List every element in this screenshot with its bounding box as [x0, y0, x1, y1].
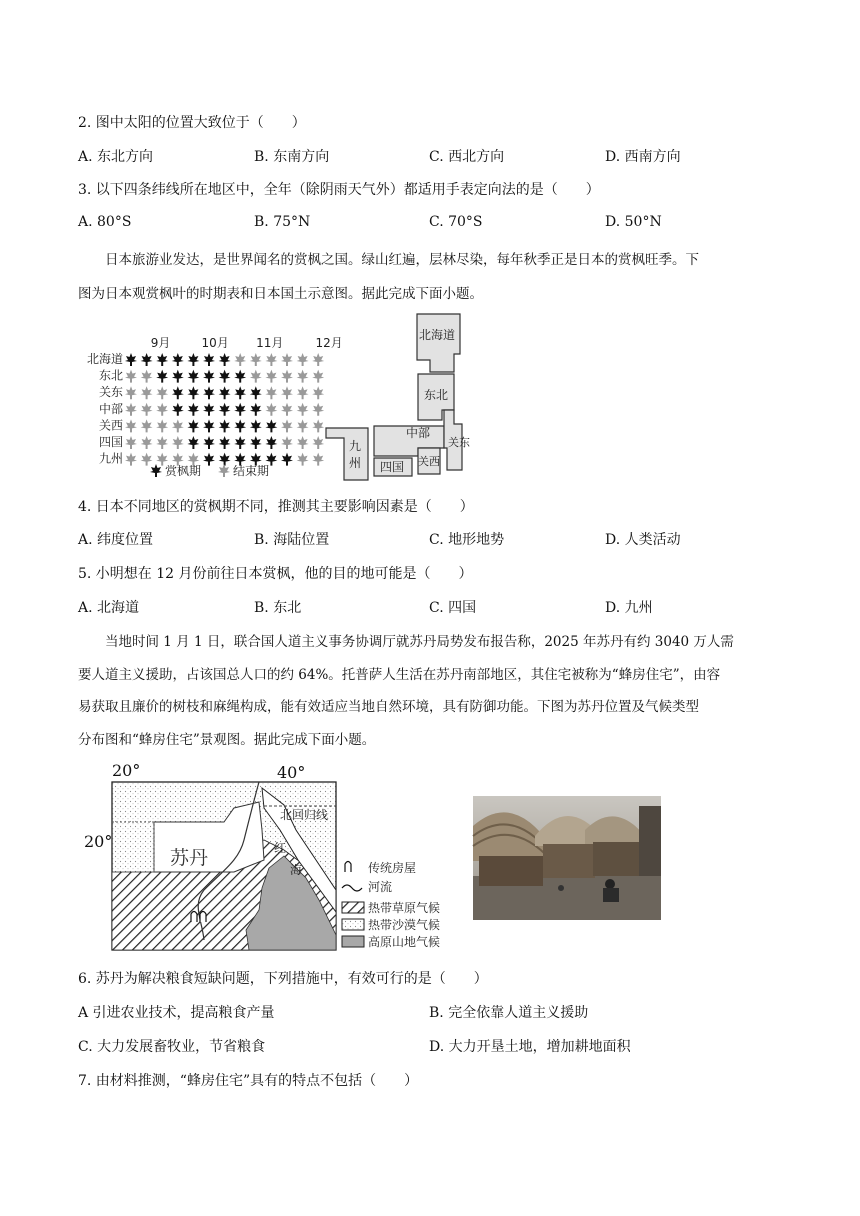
maple-leaf-peak	[265, 419, 277, 432]
region-label: 关东	[98, 385, 123, 400]
maple-leaf-end	[297, 370, 309, 383]
red-sea-label-2: 海	[290, 863, 303, 877]
maple-leaf-end	[265, 370, 277, 383]
maple-leaf-peak	[265, 436, 277, 449]
maple-leaf-end	[141, 386, 153, 399]
maple-leaf-end	[172, 419, 184, 432]
maple-leaf-peak	[234, 419, 246, 432]
maple-leaf-end	[156, 436, 168, 449]
maple-leaf-peak	[141, 353, 153, 366]
japan-map	[322, 310, 482, 486]
q4-option-c: C. 地形地势	[429, 532, 505, 548]
q2-option-d: D. 西南方向	[605, 149, 681, 165]
q5-option-a: A. 北海道	[78, 600, 140, 616]
maple-leaf-end	[265, 386, 277, 399]
maple-leaf-peak	[250, 386, 262, 399]
maple-leaf-peak	[250, 436, 262, 449]
maple-leaf-peak	[203, 403, 215, 416]
beehive-house-photo	[473, 796, 661, 920]
maple-leaf-peak	[219, 370, 231, 383]
map-label-kansai: 关西	[418, 455, 440, 468]
maple-leaf-peak	[187, 436, 199, 449]
q5-option-d: D. 九州	[605, 600, 653, 616]
legend-house-label: 传统房屋	[368, 861, 417, 875]
question-6-stem: 6. 苏丹为解决粮食短缺问题，下列措施中，有效可行的是（ ）	[78, 971, 488, 987]
month-label: 11月	[256, 336, 284, 350]
q3-option-d: D. 50°N	[605, 214, 662, 230]
maple-leaf-peak	[219, 436, 231, 449]
maple-leaf-end	[125, 436, 137, 449]
map-label-chubu: 中部	[406, 426, 431, 440]
japan-passage-line: 图为日本观赏枫叶的时期表和日本国土示意图。据此完成下面小题。	[78, 286, 483, 302]
maple-leaf-peak	[187, 353, 199, 366]
sudan-climate-map	[84, 760, 464, 956]
river-legend-icon	[342, 885, 362, 891]
map-label-kyushu-2: 州	[349, 456, 362, 470]
q3-option-b: B. 75°N	[254, 214, 311, 230]
maple-leaf-end	[156, 403, 168, 416]
sudan-passage	[78, 626, 780, 756]
maple-leaf-peak	[172, 403, 184, 416]
question-3-stem: 3. 以下四条纬线所在地区中，全年（除阴雨天气外）都适用手表定向法的是（ ）	[78, 182, 600, 198]
q3-option-a: A. 80°S	[78, 214, 132, 230]
q6-option-d: D. 大力开垦土地，增加耕地面积	[429, 1039, 631, 1055]
maple-leaf-peak	[250, 419, 262, 432]
maple-leaf-end	[297, 386, 309, 399]
map-label-kanto: 关东	[448, 436, 470, 449]
maple-leaf-end	[125, 403, 137, 416]
maple-leaf-end	[265, 403, 277, 416]
maple-leaf-end	[141, 436, 153, 449]
maple-leaf-end	[250, 353, 262, 366]
maple-leaf-end	[281, 353, 293, 366]
legend-end-label: 结束期	[233, 464, 270, 478]
sudan-label: 苏丹	[170, 847, 209, 869]
maple-leaf-peak	[203, 453, 215, 466]
q2-option-c: C. 西北方向	[429, 149, 505, 165]
map-label-kyushu-1: 九	[349, 439, 362, 453]
q3-option-c: C. 70°S	[429, 214, 483, 230]
maple-leaf-peak	[172, 386, 184, 399]
legend-desert-label: 热带沙漠气候	[368, 918, 441, 932]
maple-leaf-peak	[125, 353, 137, 366]
maple-leaf-end	[250, 370, 262, 383]
maple-leaf-end	[297, 436, 309, 449]
q5-option-b: B. 东北	[254, 600, 302, 616]
region-label: 四国	[98, 435, 123, 449]
lon-20-label: 20°	[112, 761, 141, 780]
legend-river-label: 河流	[368, 880, 393, 894]
maple-leaf-end	[281, 386, 293, 399]
maple-leaf-peak	[203, 436, 215, 449]
maple-leaf-peak	[281, 453, 293, 466]
maple-leaf-peak	[203, 370, 215, 383]
month-label: 9月	[150, 336, 171, 350]
question-7-stem: 7. 由材料推测，“蜂房住宅”具有的特点不包括（ ）	[78, 1073, 419, 1089]
maple-leaf-peak	[203, 386, 215, 399]
sudan-passage-line: 要人道主义援助，占该国总人口的约 64%。托普萨人生活在苏丹南部地区，其住宅被称为“蜂房住宅”，由容	[78, 666, 721, 683]
maple-leaf-peak	[156, 353, 168, 366]
q6-option-b: B. 完全依靠人道主义援助	[429, 1005, 589, 1021]
region-label: 北海道	[86, 352, 123, 366]
maple-end-icon	[218, 464, 230, 477]
q5-option-c: C. 四国	[429, 600, 477, 616]
maple-leaf-end	[281, 403, 293, 416]
sudan-passage-line: 分布图和“蜂房住宅”景观图。据此完成下面小题。	[78, 731, 376, 748]
sudan-passage-line: 易获取且廉价的树枝和麻绳构成，能有效适应当地自然环境，具有防御功能。下图为苏丹位置及气候类型	[78, 699, 699, 715]
q2-option-b: B. 东南方向	[254, 149, 330, 165]
q4-option-b: B. 海陆位置	[254, 532, 330, 548]
maple-leaf-peak	[203, 353, 215, 366]
map-label-hokkaido: 北海道	[419, 328, 456, 342]
maple-leaf-end	[297, 453, 309, 466]
maple-leaf-peak	[187, 370, 199, 383]
maple-leaf-end	[125, 453, 137, 466]
maple-leaf-end	[265, 353, 277, 366]
maple-leaf-peak	[219, 453, 231, 466]
desert-legend-swatch	[342, 919, 364, 930]
month-label: 10月	[201, 336, 229, 350]
maple-leaf-end	[281, 419, 293, 432]
maple-leaf-peak	[234, 386, 246, 399]
q4-option-d: D. 人类活动	[605, 532, 681, 548]
maple-leaf-end	[297, 419, 309, 432]
maple-leaf-peak	[156, 370, 168, 383]
maple-leaf-end	[172, 436, 184, 449]
maple-leaf-peak	[187, 403, 199, 416]
maple-leaf-peak	[203, 419, 215, 432]
region-label: 关西	[98, 418, 123, 433]
maple-leaf-peak	[172, 353, 184, 366]
person	[605, 879, 615, 889]
question-5-stem: 5. 小明想在 12 月份前往日本赏枫，他的目的地可能是（ ）	[78, 566, 473, 582]
legend-savanna-label: 热带草原气候	[368, 901, 441, 915]
question-4-stem: 4. 日本不同地区的赏枫期不同，推测其主要影响因素是（ ）	[78, 499, 474, 515]
maple-leaf-end	[125, 419, 137, 432]
maple-leaf-end	[281, 370, 293, 383]
maple-leaf-end	[141, 370, 153, 383]
maple-leaf-end	[125, 386, 137, 399]
maple-leaf-end	[141, 453, 153, 466]
lon-40-label: 40°	[277, 763, 306, 782]
maple-leaf-peak	[234, 436, 246, 449]
map-label-shikoku: 四国	[380, 460, 405, 474]
q6-option-a: A 引进农业技术，提高粮食产量	[78, 1005, 275, 1021]
japan-passage-line: 日本旅游业发达，是世界闻名的赏枫之国。绿山红遍，层林尽染，每年秋季正是日本的赏枫旺季。下	[105, 252, 699, 268]
maple-leaf-end	[156, 419, 168, 432]
maple-leaf-end	[297, 403, 309, 416]
maple-viewing-chart	[78, 332, 343, 484]
map-label-tohoku: 东北	[424, 388, 449, 402]
maple-leaf-peak	[172, 370, 184, 383]
q6-option-c: C. 大力发展畜牧业，节省粮食	[78, 1039, 266, 1055]
maple-leaf-end	[281, 436, 293, 449]
maple-leaf-peak	[187, 419, 199, 432]
maple-leaf-end	[297, 353, 309, 366]
kyushu-region	[326, 428, 368, 480]
house-legend-icon	[345, 862, 351, 873]
sudan-map-legend	[342, 860, 440, 949]
lat-20-label: 20°	[84, 832, 113, 851]
region-label: 九州	[98, 451, 123, 466]
maple-leaf-peak	[219, 419, 231, 432]
maple-leaf-end	[234, 353, 246, 366]
japan-passage	[78, 243, 780, 311]
highland-legend-swatch	[342, 936, 364, 947]
maple-leaf-peak	[219, 353, 231, 366]
tropic-label: 北回归线	[280, 808, 329, 822]
maple-peak-icon	[150, 464, 162, 477]
savanna-legend-swatch	[342, 902, 364, 913]
maple-leaf-peak	[187, 386, 199, 399]
maple-leaf-end	[141, 403, 153, 416]
legend-peak-label: 赏枫期	[165, 464, 202, 478]
legend-highland-label: 高原山地气候	[368, 935, 441, 949]
maple-leaf-peak	[250, 403, 262, 416]
maple-leaf-peak	[219, 403, 231, 416]
maple-leaf-peak	[234, 403, 246, 416]
q4-option-a: A. 纬度位置	[78, 532, 154, 548]
maple-leaf-end	[125, 370, 137, 383]
question-2-stem: 2. 图中太阳的位置大致位于（ ）	[78, 115, 306, 131]
sudan-passage-line: 当地时间 1 月 1 日，联合国人道主义事务协调厅就苏丹局势发布报告称，2025 年苏丹有约 3040 万人需	[105, 634, 734, 650]
maple-leaf-end	[156, 386, 168, 399]
maple-leaf-peak	[234, 370, 246, 383]
region-label: 中部	[98, 401, 123, 416]
region-label: 东北	[98, 368, 123, 383]
hokkaido-region	[417, 314, 460, 372]
maple-leaf-end	[141, 419, 153, 432]
maple-leaf-peak	[219, 386, 231, 399]
red-sea-label-1: 红	[274, 841, 287, 855]
month-label: 12月	[315, 336, 343, 350]
q2-option-a: A. 东北方向	[78, 149, 154, 165]
